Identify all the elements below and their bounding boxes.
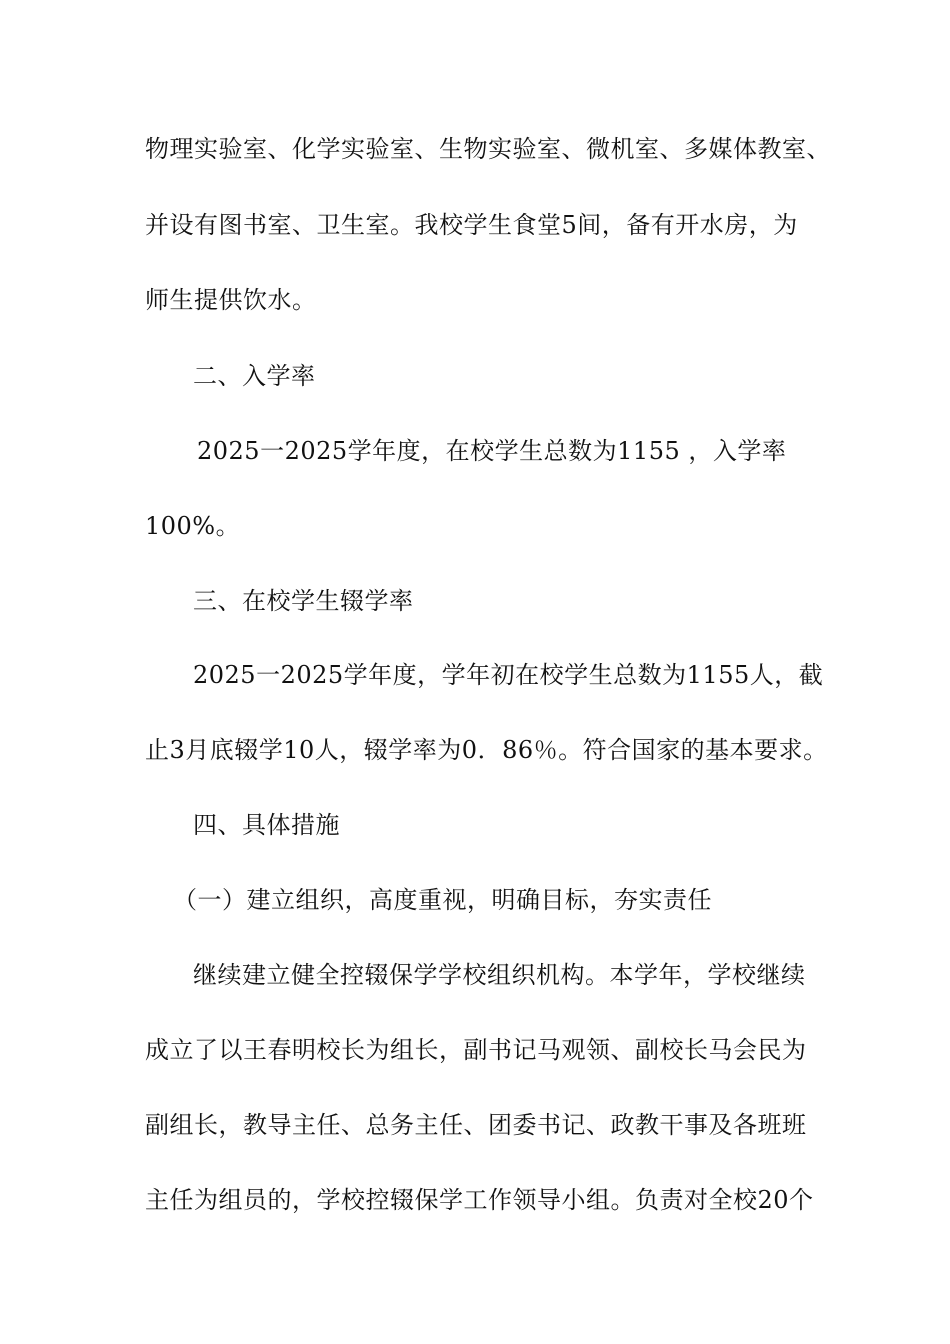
paragraph-line-organization: 继续建立健全控辍保学学校组织机构。本学年，学校继续	[193, 961, 806, 989]
paragraph-line-organization-3: 副组长，教导主任、总务主任、团委书记、政教干事及各班班	[145, 1111, 807, 1139]
paragraph-line-dropout-2: 止3月底辍学10人，辍学率为0．86％。符合国家的基本要求。	[145, 736, 828, 764]
section-heading-dropout: 三、在校学生辍学率	[193, 587, 414, 615]
paragraph-line-enrollment: 2025一2025学年度，在校学生总数为1155 ，入学率	[197, 437, 787, 465]
paragraph-line-organization-4: 主任为组员的，学校控辍保学工作领导小组。负责对全校20个	[145, 1186, 814, 1214]
paragraph-line-dropout: 2025一2025学年度，学年初在校学生总数为1155人，截	[193, 661, 824, 689]
paragraph-line-enrollment-2: 100%。	[145, 512, 241, 540]
section-heading-measures: 四、具体措施	[193, 811, 340, 839]
paragraph-line-organization-2: 成立了以王春明校长为组长，副书记马观领、副校长马会民为	[145, 1036, 807, 1064]
paragraph-line-facilities: 物理实验室、化学实验室、生物实验室、微机室、多媒体教室、	[145, 135, 831, 163]
section-heading-enrollment: 二、入学率	[193, 362, 316, 390]
paragraph-line-facilities-2: 并设有图书室、卫生室。我校学生食堂5间，备有开水房，为	[145, 211, 798, 239]
paragraph-line-facilities-3: 师生提供饮水。	[145, 286, 317, 314]
subsection-heading-organization: （一）建立组织，高度重视，明确目标，夯实责任	[173, 886, 712, 914]
